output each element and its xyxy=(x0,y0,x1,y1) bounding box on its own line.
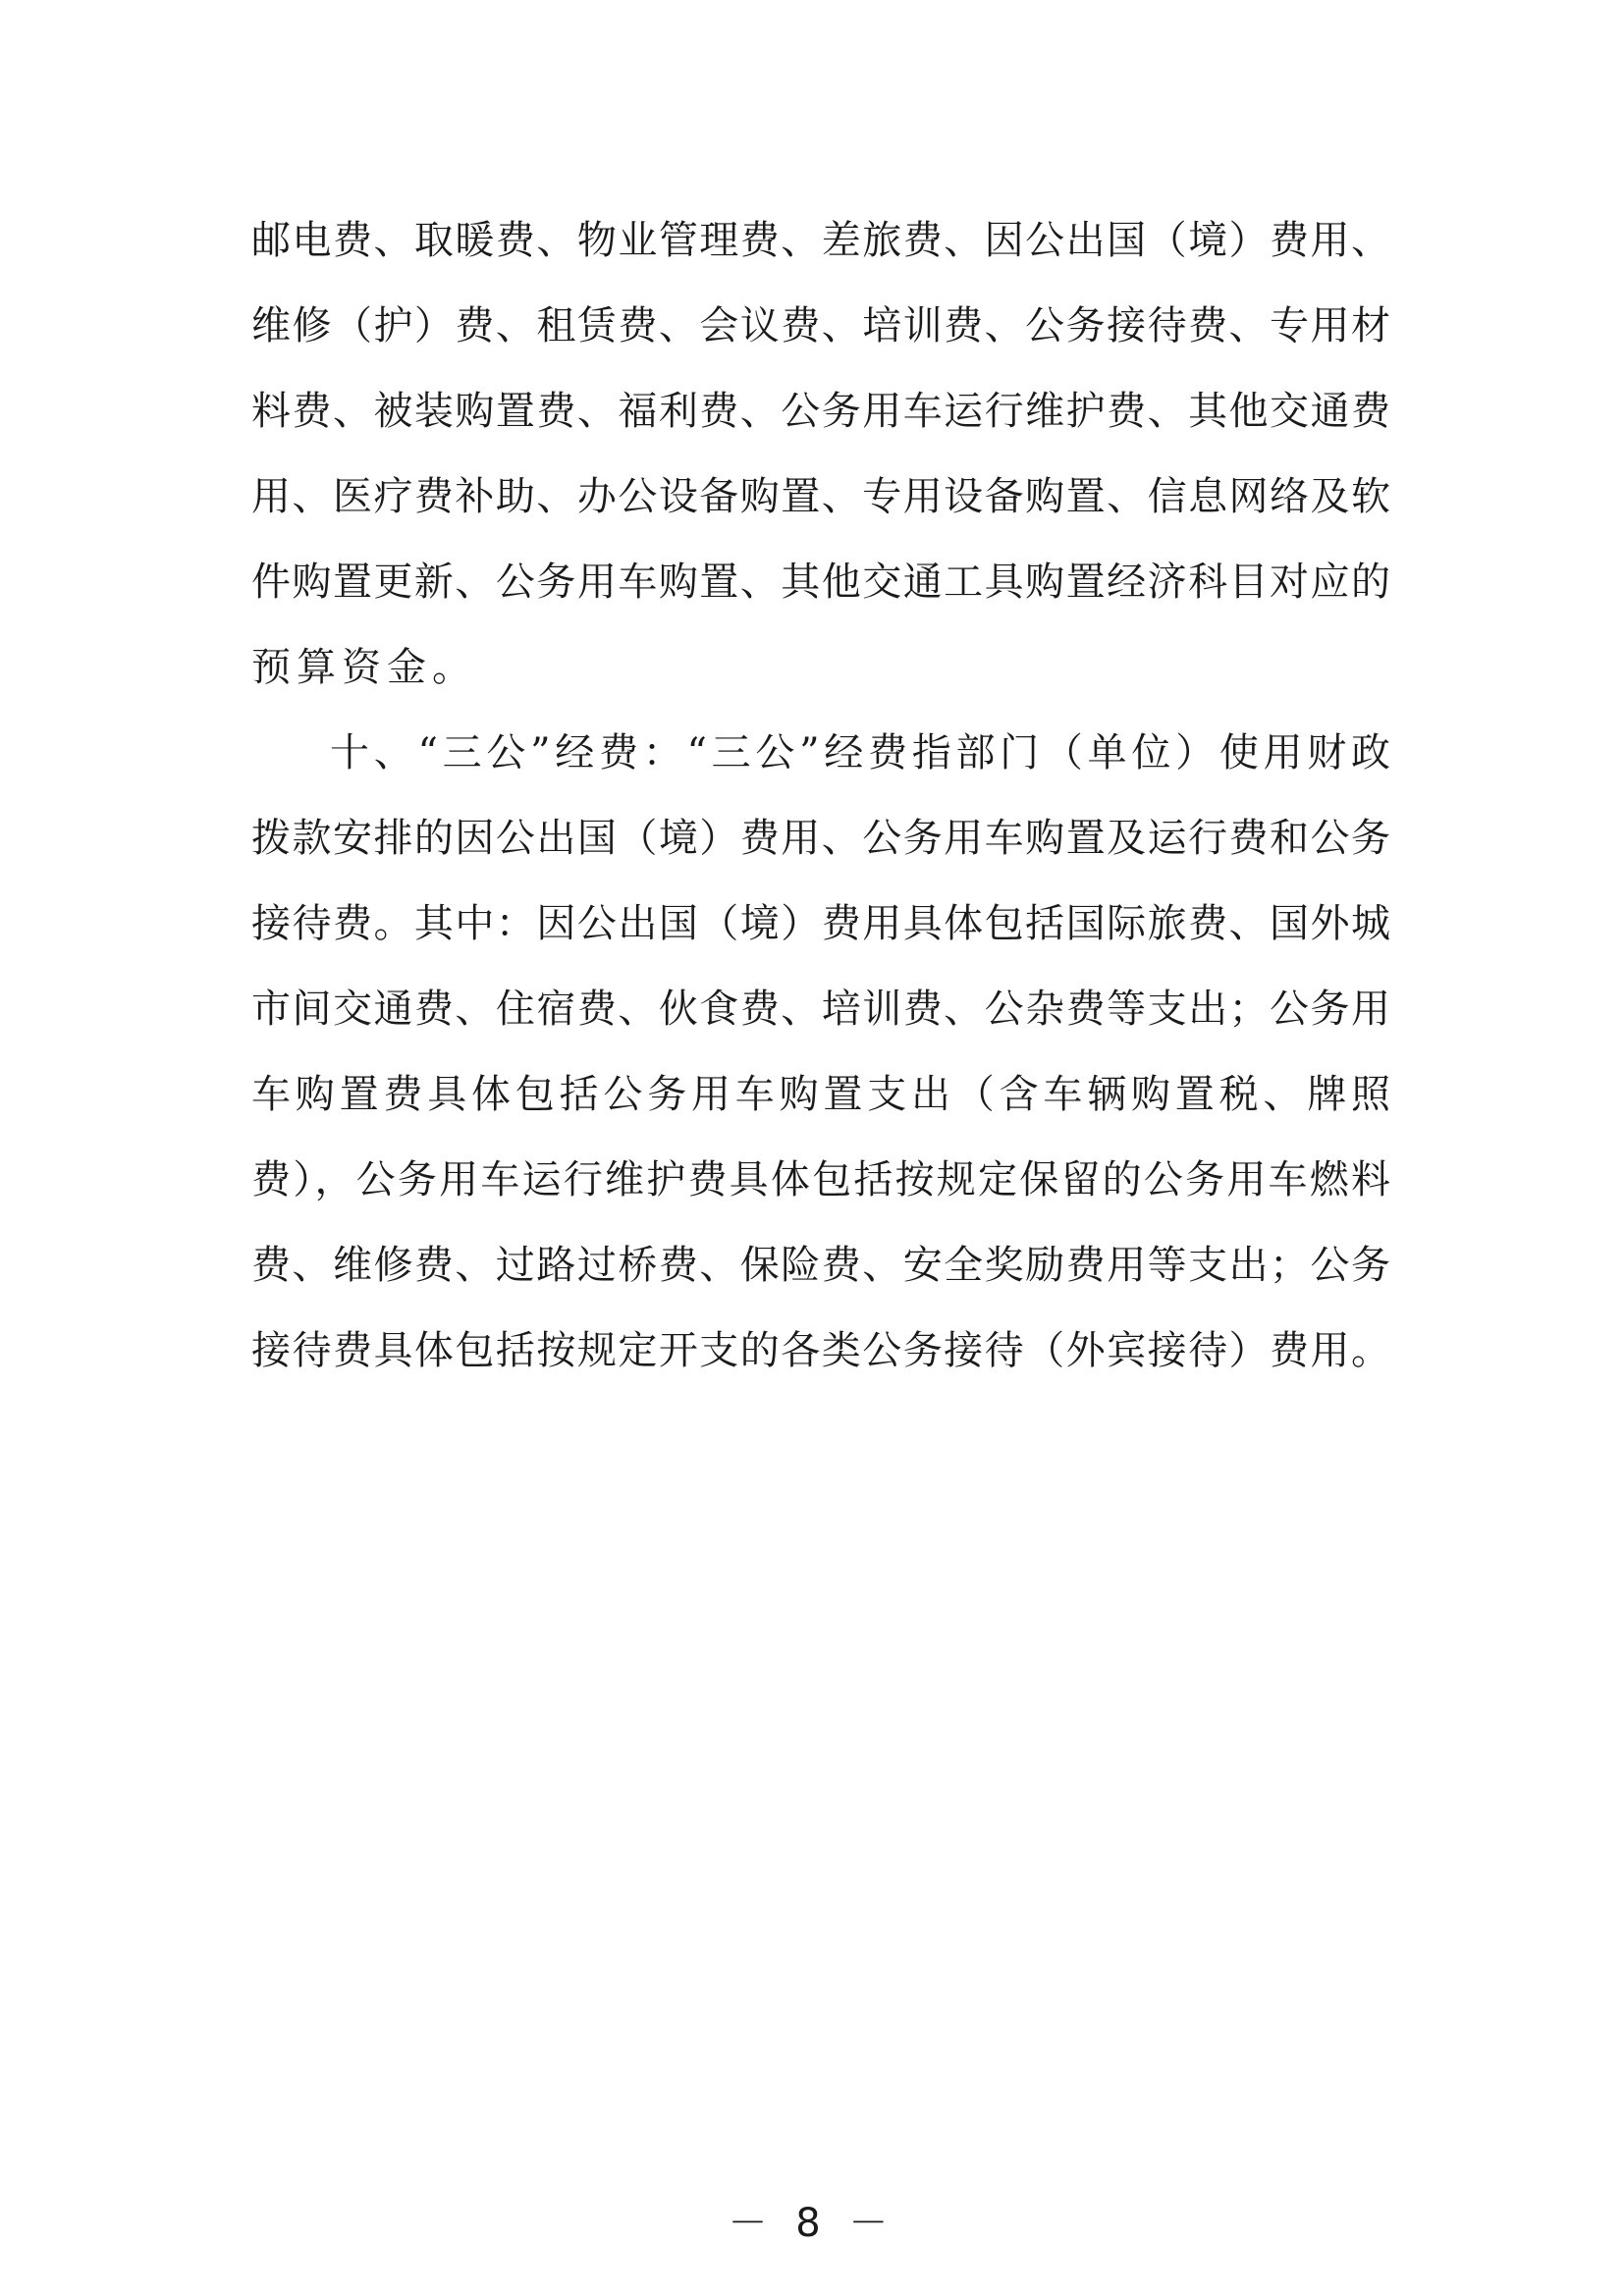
paragraph-2-line-7: 费、维修费、过路过桥费、保险费、安全奖励费用等支出；公务 xyxy=(251,1243,1390,1288)
page-number: － 8 － xyxy=(728,2201,896,2246)
paragraph-2-line-3: 接待费。其中：因公出国（境）费用具体包括国际旅费、国外城 xyxy=(251,901,1390,946)
paragraph-1-line-6: 预算资金。 xyxy=(251,645,477,690)
paragraph-2-line-6: 费），公务用车运行维护费具体包括按规定保留的公务用车燃料 xyxy=(251,1157,1390,1202)
paragraph-1-line-5: 件购置更新、公务用车购置、其他交通工具购置经济科目对应的 xyxy=(251,560,1390,605)
paragraph-2-line-1: 十、“三公”经费：“三公”经费指部门（单位）使用财政 xyxy=(330,730,1390,775)
paragraph-1-line-4: 用、医疗费补助、办公设备购置、专用设备购置、信息网络及软 xyxy=(251,474,1390,519)
paragraph-1-line-3: 料费、被装购置费、福利费、公务用车运行维护费、其他交通费 xyxy=(251,389,1390,434)
paragraph-2-line-5: 车购置费具体包括公务用车购置支出（含车辆购置税、牌照 xyxy=(251,1072,1390,1117)
paragraph-2-line-2: 拨款安排的因公出国（境）费用、公务用车购置及运行费和公务 xyxy=(251,816,1390,861)
paragraph-2-line-4: 市间交通费、住宿费、伙食费、培训费、公杂费等支出；公务用 xyxy=(251,987,1390,1032)
paragraph-1-line-2: 维修（护）费、租赁费、会议费、培训费、公务接待费、专用材 xyxy=(251,303,1390,348)
paragraph-1-line-1: 邮电费、取暖费、物业管理费、差旅费、因公出国（境）费用、 xyxy=(251,218,1390,263)
paragraph-2-line-8: 接待费具体包括按规定开支的各类公务接待（外宾接待）费用。 xyxy=(251,1328,1390,1373)
